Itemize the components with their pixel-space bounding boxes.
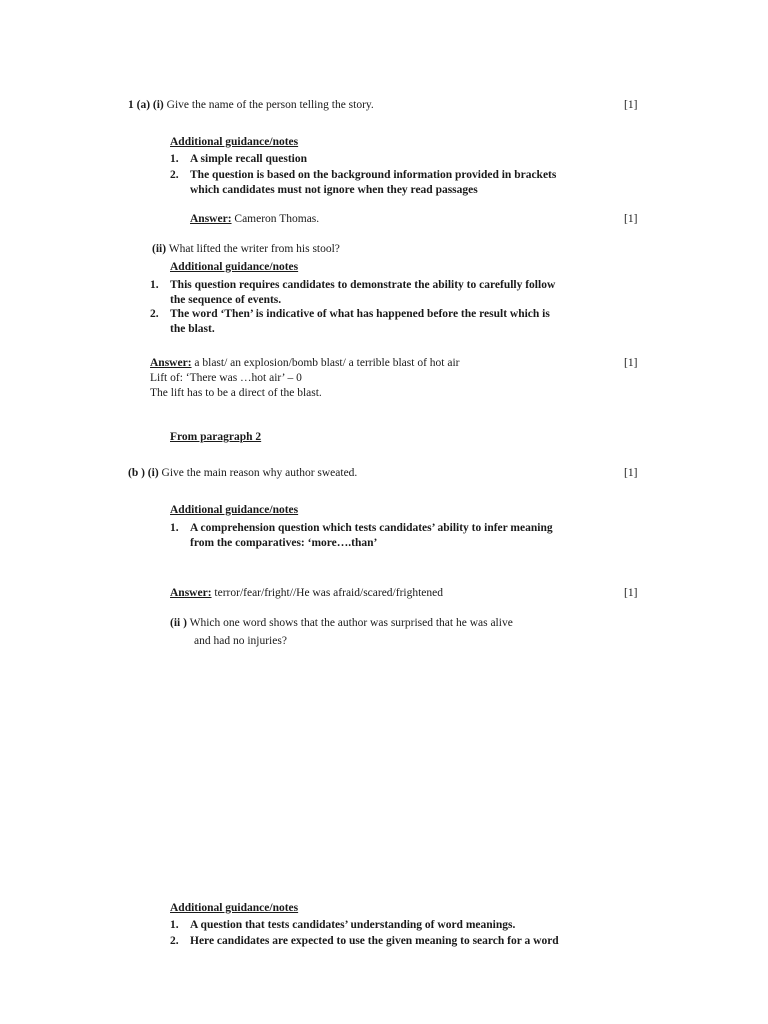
guidance-item: 1. A question that tests candidates’ understanding of word meanings.	[170, 919, 516, 931]
question-text: Give the main reason why author sweated.	[161, 467, 358, 479]
mark-allocation: [1]	[624, 357, 638, 369]
answer-label: Answer:	[170, 587, 212, 599]
question-1a-ii	[152, 242, 340, 256]
guidance-item: 2. The question is based on the background information provided in brackets	[170, 169, 557, 181]
mark-allocation: [1]	[624, 213, 638, 225]
guidance-heading: Additional guidance/notes	[170, 504, 299, 516]
question-1a-i	[128, 98, 374, 112]
mark-allocation: [1]	[624, 467, 638, 479]
question-1b-ii	[170, 616, 513, 630]
mark-allocation: [1]	[624, 99, 638, 111]
guidance-item: 2. The word ‘Then’ is indicative of what has happened before the result which is	[150, 308, 550, 320]
guidance-heading: Additional guidance/notes	[170, 136, 299, 148]
guidance-item: 1. A comprehension question which tests candidates’ ability to infer meaning	[170, 522, 553, 534]
answer-text: terror/fear/fright//He was afraid/scared/frightened	[214, 587, 444, 599]
answer-line	[170, 586, 443, 600]
guidance-item-continuation: the sequence of events.	[170, 294, 282, 306]
question-text: What lifted the writer from his stool?	[168, 243, 340, 255]
question-label: (ii )	[170, 617, 187, 629]
question-text-continuation: and had no injuries?	[194, 635, 287, 647]
guidance-item-continuation: the blast.	[170, 323, 215, 335]
answer-line	[190, 212, 319, 226]
guidance-heading: Additional guidance/notes	[170, 902, 299, 914]
guidance-item-continuation: from the comparatives: ‘more….than’	[190, 537, 378, 549]
guidance-item: 1. This question requires candidates to demonstrate the ability to carefully follow	[150, 279, 556, 291]
answer-note: The lift has to be a direct of the blast.	[150, 387, 322, 399]
answer-label: Answer:	[190, 213, 232, 225]
section-heading: From paragraph 2	[170, 431, 262, 443]
answer-text: a blast/ an explosion/bomb blast/ a terrible blast of hot air	[194, 357, 460, 369]
answer-note: Lift of: ‘There was …hot air’ – 0	[150, 372, 302, 384]
question-label: (ii)	[152, 243, 167, 255]
guidance-item: 1. A simple recall question	[170, 153, 308, 165]
mark-allocation: [1]	[624, 587, 638, 599]
question-label: 1 (a) (i)	[128, 99, 164, 111]
answer-line	[150, 356, 460, 370]
guidance-heading: Additional guidance/notes	[170, 261, 299, 273]
guidance-item-cropped: 2. Here candidates are expected to use the given meaning to search for a word	[170, 935, 559, 947]
question-text: Give the name of the person telling the story.	[166, 99, 374, 111]
answer-label: Answer:	[150, 357, 192, 369]
question-text: Which one word shows that the author was surprised that he was alive	[189, 617, 513, 629]
question-label: (b ) (i)	[128, 467, 159, 479]
guidance-item-continuation: which candidates must not ignore when they read passages	[190, 184, 478, 196]
answer-text: Cameron Thomas.	[234, 213, 320, 225]
question-1b-i	[128, 466, 357, 480]
